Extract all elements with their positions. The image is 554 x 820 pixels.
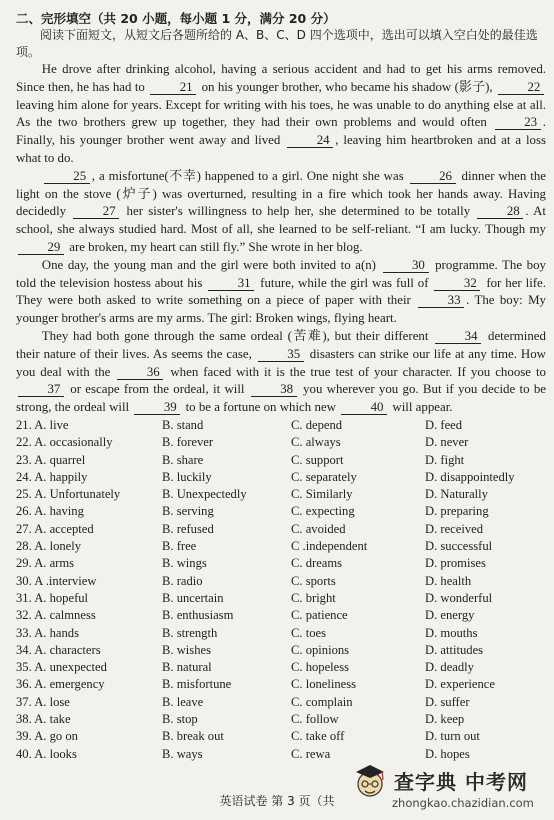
option-a: 21. A. live: [16, 417, 69, 432]
blank-36: 36: [117, 365, 163, 380]
passage-text: One day, the young man and the girl were both invited to a(n): [41, 257, 381, 272]
option-b: B. wishes: [162, 642, 211, 657]
option-a: 26. A. having: [16, 504, 84, 519]
blank-29: 29: [18, 240, 64, 255]
blank-27: 27: [73, 204, 119, 219]
option-row: [16, 590, 546, 607]
option-a: 22. A. occasionally: [16, 435, 113, 450]
option-a: 23. A. quarrel: [16, 452, 86, 467]
passage-paragraph: [16, 328, 546, 417]
option-row: [16, 607, 546, 624]
passage-paragraph: [16, 168, 546, 257]
passage-text: programme. The boy told the television hostess about his: [16, 257, 546, 290]
option-b: B. share: [162, 452, 204, 467]
option-c: C. complain: [291, 694, 353, 709]
option-row: [16, 694, 546, 711]
blank-33: 33: [418, 293, 464, 308]
option-d: D. hopes: [425, 746, 470, 761]
option-row: [16, 521, 546, 538]
option-row: [16, 659, 546, 676]
option-d: D. Naturally: [425, 487, 488, 502]
option-a: 38. A. take: [16, 711, 71, 726]
blank-32: 32: [434, 276, 480, 291]
option-b: B. radio: [162, 573, 203, 588]
passage-text: or escape from the ordeal, it will: [66, 382, 249, 397]
option-b: B. Unexpectedly: [162, 487, 247, 502]
option-row: [16, 434, 546, 451]
option-c: C. support: [291, 452, 344, 467]
passage-text: are broken, my heart can still fly.” She wrote in her blog.: [66, 239, 363, 254]
option-c: C. toes: [291, 625, 326, 640]
option-c: C. follow: [291, 711, 339, 726]
option-c: C. take off: [291, 729, 345, 744]
option-a: 34. A. characters: [16, 642, 101, 657]
option-c: C. depend: [291, 417, 343, 432]
option-a: 31. A. hopeful: [16, 590, 89, 605]
option-c: C. opinions: [291, 642, 350, 657]
option-d: D. experience: [425, 677, 495, 692]
passage-text: will appear.: [389, 400, 453, 415]
option-a: 40. A. looks: [16, 746, 77, 761]
option-b: B. stand: [162, 417, 204, 432]
watermark: [352, 760, 548, 818]
passage-text: leaving him alone for years. Except for writing with his toes, he was unable to do anything else at all. As the two brothers grew up together, they had their own problems and would often: [16, 97, 546, 130]
passage-text: you wherever you go. But if you decide to be strong, the ordeal will: [16, 382, 546, 415]
section-heading: 二、完形填空（共 20 小题，每小题 1 分，满分 20 分）: [16, 11, 336, 26]
option-b: B. misfortune: [162, 677, 232, 692]
passage-text: , leaving him heartbroken and at a loss what to do.: [16, 133, 547, 165]
option-c: C. bright: [291, 590, 336, 605]
option-c: C. sports: [291, 573, 336, 588]
option-b: B. uncertain: [162, 590, 224, 605]
option-b: B. luckily: [162, 469, 212, 484]
option-b: B. stop: [162, 711, 198, 726]
page-footer: 英语试卷 第 3 页（共: [219, 794, 335, 808]
graduate-mascot-icon: [352, 762, 388, 802]
option-d: D. never: [425, 435, 469, 450]
exam-page: [16, 10, 546, 763]
option-a: 24. A. happily: [16, 469, 88, 484]
option-a: 29. A. arms: [16, 556, 75, 571]
option-d: D. wonderful: [425, 590, 493, 605]
passage-text: . Finally, his younger brother went away and lived: [16, 115, 546, 148]
option-row: [16, 486, 546, 503]
option-b: B. ways: [162, 746, 203, 761]
option-d: D. attitudes: [425, 642, 484, 657]
blank-38: 38: [251, 382, 297, 397]
option-c: C. avoided: [291, 521, 346, 536]
option-d: D. keep: [425, 711, 465, 726]
option-row: [16, 625, 546, 642]
blank-25: 25: [44, 169, 90, 184]
passage-text: for her life. They were both asked to write something on a piece of paper with their: [16, 275, 547, 308]
option-c: C. dreams: [291, 556, 343, 571]
option-b: B. forever: [162, 435, 214, 450]
option-row: [16, 469, 546, 486]
passage-text: . The boy: My younger brother's arms are my arms. The girl: Broken wings, flying heart.: [16, 293, 546, 326]
option-a: 28. A. lonely: [16, 539, 82, 554]
blank-26: 26: [410, 169, 456, 184]
option-d: D. mouths: [425, 625, 478, 640]
blank-31: 31: [208, 276, 254, 291]
passage-text: . At school, she always studied hard. Most of all, she learned to be self-reliant. “I am lucky. Though my: [16, 204, 546, 237]
blank-24: 24: [287, 133, 333, 148]
answer-options: [16, 417, 546, 763]
option-a: 25. A. Unfortunately: [16, 487, 121, 502]
option-b: B. free: [162, 539, 197, 554]
blank-37: 37: [18, 382, 64, 397]
passage-text: disasters can strike our life at any time. How you deal with the: [16, 346, 546, 379]
passage-text: future, while the girl was full of: [256, 275, 433, 290]
option-d: D. turn out: [425, 729, 480, 744]
option-row: [16, 538, 546, 555]
option-b: B. enthusiasm: [162, 608, 234, 623]
option-row: [16, 728, 546, 745]
option-a: 32. A. calmness: [16, 608, 96, 623]
option-d: D. preparing: [425, 504, 489, 519]
option-row: [16, 642, 546, 659]
option-d: D. health: [425, 573, 472, 588]
blank-23: 23: [495, 115, 541, 130]
passage-paragraph: [16, 61, 546, 168]
passage-text: They had both gone through the same ordeal (苦难), but their different: [41, 328, 434, 343]
option-a: 33. A. hands: [16, 625, 79, 640]
option-b: B. natural: [162, 660, 212, 675]
option-c: C. hopeless: [291, 660, 350, 675]
option-a: 37. A. lose: [16, 694, 70, 709]
option-b: B. serving: [162, 504, 214, 519]
option-d: D. fight: [425, 452, 465, 467]
blank-30: 30: [383, 258, 429, 273]
option-c: C. patience: [291, 608, 348, 623]
option-c: C. always: [291, 435, 341, 450]
option-row: [16, 555, 546, 572]
passage-text: He drove after drinking alcohol, having a serious accident and had to get his arms removed. Since then, he has had to: [16, 62, 546, 94]
option-a: 27. A. accepted: [16, 521, 94, 536]
option-row: [16, 452, 546, 469]
option-c: C. loneliness: [291, 677, 357, 692]
blank-35: 35: [258, 347, 304, 362]
passage-paragraph: [16, 257, 546, 328]
watermark-url: zhongkao.chazidian.com: [392, 796, 534, 810]
option-row: [16, 573, 546, 590]
option-row: [16, 711, 546, 728]
option-a: 30. A .interview: [16, 573, 97, 588]
option-d: D. disappointedly: [425, 469, 515, 484]
blank-22: 22: [498, 80, 544, 95]
passage-text: on his younger brother, who became his shadow (影子),: [198, 79, 496, 94]
option-c: C. separately: [291, 469, 357, 484]
passage-text: dinner when the light on the stove (炉子) was overturned, resulting in a fire which took her hands away. Having decidedly: [16, 168, 546, 219]
passage-text: when faced with it is the true test of your character. If you choose to: [165, 364, 546, 379]
option-d: D. suffer: [425, 694, 470, 709]
option-b: B. strength: [162, 625, 218, 640]
option-b: B. break out: [162, 729, 224, 744]
option-row: [16, 676, 546, 693]
passage-text: , a misfortune(不幸) happened to a girl. One night she was: [91, 168, 408, 183]
option-b: B. wings: [162, 556, 207, 571]
option-c: C. rewa: [291, 746, 331, 761]
option-c: C. expecting: [291, 504, 355, 519]
option-d: D. energy: [425, 608, 475, 623]
blank-34: 34: [435, 329, 481, 344]
option-c: C .independent: [291, 539, 368, 554]
option-a: 36. A. emergency: [16, 677, 105, 692]
option-row: [16, 503, 546, 520]
option-c: C. Similarly: [291, 487, 353, 502]
blank-28: 28: [477, 204, 523, 219]
option-d: D. received: [425, 521, 484, 536]
blank-39: 39: [134, 400, 180, 415]
watermark-brand: 查字典 中考网: [394, 770, 528, 794]
blank-21: 21: [150, 80, 196, 95]
option-d: D. feed: [425, 417, 463, 432]
cloze-passage: [16, 61, 546, 417]
option-d: D. deadly: [425, 660, 474, 675]
blank-40: 40: [341, 400, 387, 415]
passage-text: to be a fortune on which new: [182, 400, 340, 415]
passage-text: her sister's willingness to help her, she determined to be totally: [121, 204, 476, 219]
passage-text: determined their nature of their lives. As seems the case,: [16, 328, 546, 361]
option-d: D. successful: [425, 539, 493, 554]
option-a: 35. A. unexpected: [16, 660, 107, 675]
option-row: [16, 417, 546, 434]
option-a: 39. A. go on: [16, 729, 78, 744]
section-instruction: 阅读下面短文，从短文后各题所给的 A、B、C、D 四个选项中，选出可以填入空白处的最佳选项。: [16, 28, 538, 59]
option-b: B. refused: [162, 521, 214, 536]
option-d: D. promises: [425, 556, 486, 571]
option-b: B. leave: [162, 694, 204, 709]
